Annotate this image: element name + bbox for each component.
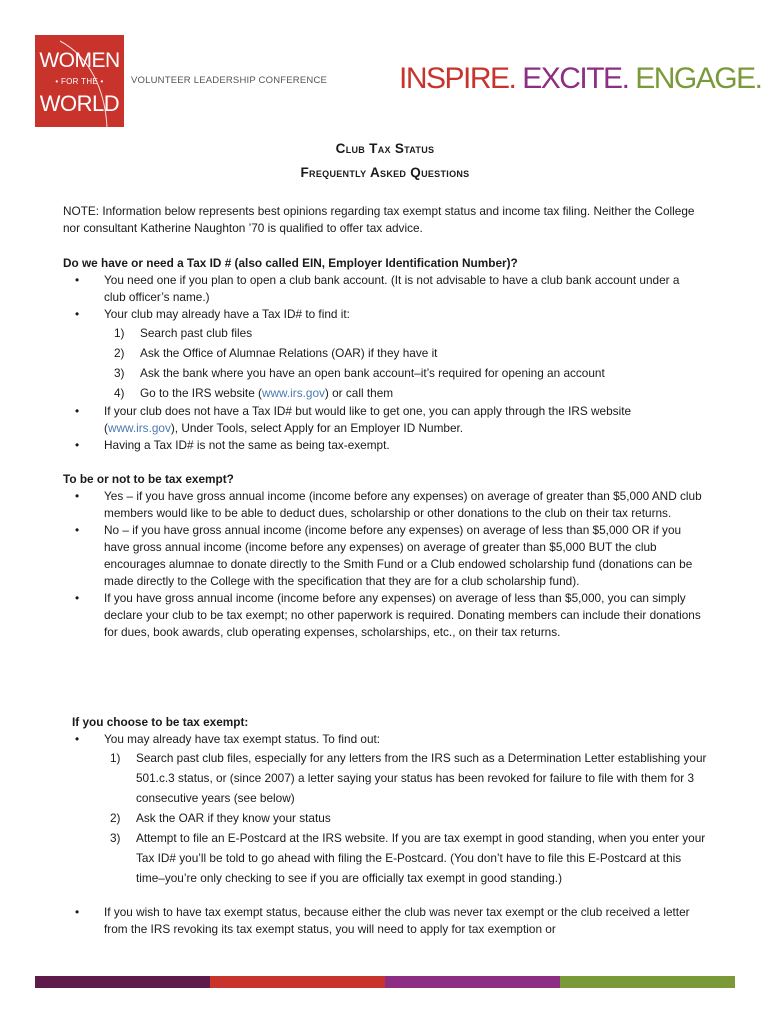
logo-text-world: WORLD [39, 91, 120, 116]
section-heading: Do we have or need a Tax ID # (also called EIN, Employer Identification Number)? [63, 256, 518, 270]
logo-text-for-the: • FOR THE • [55, 77, 104, 86]
bullet-list [63, 488, 703, 641]
tagline-excite: EXCITE. [515, 62, 629, 95]
list-item: • If you have gross annual income (income before any expenses) on average of less than $5,000, you can simply declare your club to be tax exempt; no other paperwork is required. Donating members can include their donations for dues, book awards, club operating expenses, scholarships, etc., on their tax returns. [63, 590, 703, 641]
list-item: 2) Ask the Office of Alumnae Relations (OAR) if they have it [114, 346, 438, 360]
list-item: • If you wish to have tax exempt status, because either the club was never tax exempt or the club received a letter from the IRS revoking its tax exempt status, you will need to apply for tax exemption or [72, 904, 708, 938]
list-item-text: Your club may already have a Tax ID# to find it: [104, 307, 350, 321]
tagline-engage: ENGAGE. [628, 62, 762, 95]
tagline [399, 62, 761, 96]
numbered-list [104, 323, 703, 403]
list-item: 2) Ask the OAR if they know your status [110, 811, 331, 825]
list-item-text: ), Under Tools, select Apply for an Employer ID Number. [170, 421, 464, 435]
section-choose-tax-exempt [72, 714, 708, 938]
bullet-list [72, 731, 708, 938]
tagline-inspire: INSPIRE. [399, 62, 516, 95]
section-tax-id [63, 255, 703, 454]
footer-color-bar [35, 976, 735, 988]
disclaimer-note: NOTE: Information below represents best opinions regarding tax exempt status and income tax filing. Neither the College nor consultant Katherine Naughton ’70 is qualified to offer tax advice. [63, 204, 695, 235]
step-text: Ask the bank where you have an open bank account–it’s required for opening an account [140, 366, 605, 380]
list-item [63, 403, 703, 437]
conference-name: VOLUNTEER LEADERSHIP CONFERENCE [131, 75, 328, 86]
list-item [63, 306, 703, 403]
list-item-text: You may already have tax exempt status. To find out: [104, 732, 381, 746]
list-item: • You need one if you plan to open a club bank account. (It is not advisable to have a club bank account under a club officer’s name.) [63, 272, 703, 306]
list-item: 4) Go to the IRS website (www.irs.gov) or call them [114, 386, 394, 400]
footer-segment [35, 976, 210, 988]
step-text: Ask the Office of Alumnae Relations (OAR) if they have it [140, 346, 438, 360]
section-heading: To be or not to be tax exempt? [63, 472, 234, 486]
irs-website-link[interactable]: www.irs.gov [261, 386, 325, 400]
list-item: • No – if you have gross annual income (income before any expenses) on average of less than $5,000 OR if you have gross annual income (income before any expenses) on average of greater than $5,000 BUT the club encourages alumnae to donate directly to the Smith Fund or a Club endowed scholarship fund (donations can be made directly to the College with the specification that they are for a club scholarship fund). [63, 522, 703, 590]
step-text: Search past club files [140, 326, 253, 340]
section-heading: If you choose to be tax exempt: [72, 715, 249, 729]
irs-website-link[interactable]: www.irs.gov [107, 421, 171, 435]
list-item: 1) Search past club files, especially for any letters from the IRS such as a Determination Letter establishing your 501.c.3 status, or (since 2007) a letter saying your status has been revoked for failure to file with them for 3 consecutive years (see below) [110, 751, 707, 805]
footer-segment [560, 976, 735, 988]
list-item [72, 731, 708, 888]
list-item-text: If your club does not have a Tax ID# but would like to get one, you can apply through the IRS website ( [104, 404, 632, 435]
step-text: ) or call them [324, 386, 394, 400]
footer-segment [210, 976, 385, 988]
section-tax-exempt-decision [63, 471, 703, 641]
list-item: • Yes – if you have gross annual income (income before any expenses) on average of greater than $5,000 AND club members would like to be able to deduct dues, scholarship or other donations to the club on their tax returns. [63, 488, 703, 522]
footer-segment [385, 976, 560, 988]
step-text: Ask the OAR if they know your status [136, 811, 331, 825]
document-title: Club Tax Status [335, 141, 435, 156]
logo-text-women: WOMEN [39, 49, 120, 72]
list-item: 3) Ask the bank where you have an open bank account–it’s required for opening an account [114, 366, 605, 380]
numbered-list [100, 748, 708, 888]
step-text: Search past club files, especially for any letters from the IRS such as a Determination Letter establishing your 501.c.3 status, or (since 2007) a letter saying your status has been revoked for failure to file with them for 3 consecutive years (see below) [136, 751, 707, 805]
women-for-the-world-logo [35, 35, 124, 127]
list-item: 3) Attempt to file an E-Postcard at the IRS website. If you are tax exempt in good standing, when you enter your Tax ID# you’ll be told to go ahead with filing the E-Postcard. (You don’t have to file this E-Postcard at this time–you’re only checking to see if you are officially tax exempt in good standing.) [110, 831, 706, 885]
list-item: 1) Search past club files [114, 326, 253, 340]
list-item: • Having a Tax ID# is not the same as being tax-exempt. [63, 437, 703, 454]
bullet-list [63, 272, 703, 454]
step-text: Attempt to file an E-Postcard at the IRS website. If you are tax exempt in good standing, when you enter your Tax ID# you’ll be told to go ahead with filing the E-Postcard. (You don’t have to file this E-Postcard at this time–you’re only checking to see if you are officially tax exempt in good standing.) [136, 831, 706, 885]
document-subtitle: Frequently Asked Questions [300, 165, 470, 180]
step-text: Go to the IRS website ( [140, 386, 262, 400]
